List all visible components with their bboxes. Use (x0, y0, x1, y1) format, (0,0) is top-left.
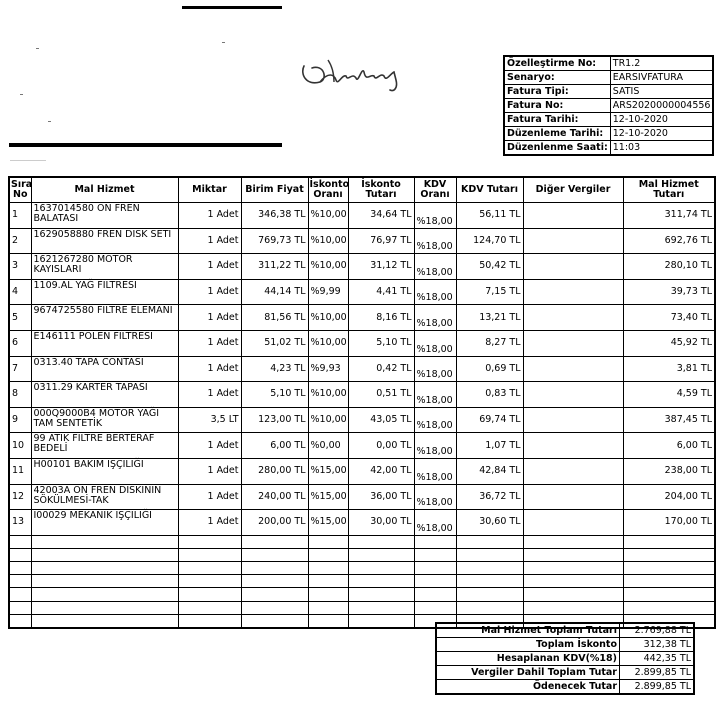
cell-kdv-amt: 56,11 TL (456, 203, 523, 229)
totals-value: 2.769,88 TL (620, 623, 695, 638)
cell-desc: 1621267280 MOTOR KAYISLARI (31, 254, 178, 280)
cell-disc-rate: %10,00 (308, 407, 348, 433)
cell-other (523, 330, 623, 356)
cell-disc-rate: %10,00 (308, 382, 348, 408)
table-row (9, 382, 715, 408)
totals-row (436, 666, 694, 680)
info-row (504, 99, 713, 113)
header-disc-rate: İskonto Oranı (308, 177, 348, 203)
cell-disc-amt: 43,05 TL (348, 407, 414, 433)
empty-cell (348, 614, 414, 628)
header-price: Birim Fiyat (241, 177, 308, 203)
cell-total: 280,10 TL (623, 254, 715, 280)
cell-other (523, 407, 623, 433)
empty-cell (348, 588, 414, 601)
empty-cell (31, 601, 178, 614)
cell-disc-amt: 36,00 TL (348, 484, 414, 510)
cell-total: 387,45 TL (623, 407, 715, 433)
table-row (9, 433, 715, 459)
empty-cell (523, 535, 623, 548)
table-row (9, 330, 715, 356)
info-row (504, 56, 713, 71)
cell-kdv-rate: %18,00 (414, 407, 456, 433)
empty-cell (178, 535, 241, 548)
cell-disc-rate: %15,00 (308, 484, 348, 510)
cell-no: 9 (9, 407, 31, 433)
cell-disc-rate: %0,00 (308, 433, 348, 459)
cell-other (523, 484, 623, 510)
cell-desc: 1629058880 FREN DISK SETI (31, 228, 178, 254)
cell-kdv-rate: %18,00 (414, 254, 456, 280)
cell-kdv-rate: %18,00 (414, 305, 456, 331)
empty-cell (456, 562, 523, 575)
cell-total: 6,00 TL (623, 433, 715, 459)
empty-cell (414, 548, 456, 561)
info-label: Fatura Tipi: (504, 85, 610, 99)
cell-desc: E146111 POLEN FİLTRESİ (31, 330, 178, 356)
empty-row (9, 588, 715, 601)
cell-disc-rate: %10,00 (308, 203, 348, 229)
empty-cell (308, 614, 348, 628)
invoice-info-box (503, 55, 714, 156)
empty-cell (348, 562, 414, 575)
cell-no: 7 (9, 356, 31, 382)
cell-disc-amt: 0,51 TL (348, 382, 414, 408)
cell-disc-amt: 0,42 TL (348, 356, 414, 382)
cell-other (523, 203, 623, 229)
cell-price: 280,00 TL (241, 458, 308, 484)
empty-cell (241, 548, 308, 561)
empty-row (9, 575, 715, 588)
totals-value: 442,35 TL (620, 652, 695, 666)
cell-no: 12 (9, 484, 31, 510)
header-qty: Miktar (178, 177, 241, 203)
cell-qty: 1 Adet (178, 458, 241, 484)
cell-disc-amt: 4,41 TL (348, 279, 414, 305)
totals-label: Hesaplanan KDV(%18) (436, 652, 620, 666)
cell-qty: 3,5 LT (178, 407, 241, 433)
info-row (504, 71, 713, 85)
cell-disc-rate: %15,00 (308, 458, 348, 484)
empty-cell (178, 548, 241, 561)
cell-kdv-rate: %18,00 (414, 382, 456, 408)
cell-other (523, 356, 623, 382)
cell-total: 238,00 TL (623, 458, 715, 484)
cell-price: 6,00 TL (241, 433, 308, 459)
empty-cell (623, 548, 715, 561)
cell-kdv-rate: %18,00 (414, 330, 456, 356)
cell-qty: 1 Adet (178, 382, 241, 408)
cell-disc-amt: 5,10 TL (348, 330, 414, 356)
cell-price: 769,73 TL (241, 228, 308, 254)
empty-cell (523, 548, 623, 561)
cell-no: 11 (9, 458, 31, 484)
totals-value: 312,38 TL (620, 638, 695, 652)
cell-total: 4,59 TL (623, 382, 715, 408)
cell-qty: 1 Adet (178, 484, 241, 510)
empty-cell (9, 601, 31, 614)
cell-kdv-rate: %18,00 (414, 279, 456, 305)
cell-kdv-rate: %18,00 (414, 228, 456, 254)
info-value: SATIS (610, 85, 713, 99)
totals-label: Mal Hizmet Toplam Tutarı (436, 623, 620, 638)
empty-cell (9, 548, 31, 561)
cell-disc-amt: 42,00 TL (348, 458, 414, 484)
empty-cell (456, 575, 523, 588)
cell-other (523, 228, 623, 254)
info-value: TR1.2 (610, 56, 713, 71)
empty-cell (414, 562, 456, 575)
header-disc-amt: İskonto Tutarı (348, 177, 414, 203)
cell-qty: 1 Adet (178, 510, 241, 536)
empty-cell (178, 588, 241, 601)
empty-cell (31, 562, 178, 575)
info-row (504, 85, 713, 99)
header-kdv-amt: KDV Tutarı (456, 177, 523, 203)
cell-disc-amt: 76,97 TL (348, 228, 414, 254)
empty-cell (456, 588, 523, 601)
cell-other (523, 433, 623, 459)
header-rule (182, 6, 282, 9)
cell-disc-rate: %15,00 (308, 510, 348, 536)
empty-cell (178, 562, 241, 575)
cell-total: 692,76 TL (623, 228, 715, 254)
cell-kdv-rate: %18,00 (414, 458, 456, 484)
cell-price: 51,02 TL (241, 330, 308, 356)
cell-total: 311,74 TL (623, 203, 715, 229)
table-row (9, 510, 715, 536)
info-value: 11:03 (610, 141, 713, 156)
empty-cell (414, 588, 456, 601)
cell-kdv-amt: 36,72 TL (456, 484, 523, 510)
empty-cell (414, 535, 456, 548)
faint-mark (222, 42, 225, 43)
cell-price: 5,10 TL (241, 382, 308, 408)
cell-other (523, 254, 623, 280)
empty-cell (348, 535, 414, 548)
cell-kdv-amt: 50,42 TL (456, 254, 523, 280)
empty-cell (308, 588, 348, 601)
cell-price: 240,00 TL (241, 484, 308, 510)
header-other: Diğer Vergiler (523, 177, 623, 203)
cell-no: 1 (9, 203, 31, 229)
cell-desc: 9674725580 FILTRE ELEMANI (31, 305, 178, 331)
table-header-row (9, 177, 715, 203)
empty-cell (241, 588, 308, 601)
cell-desc: 1637014580 ÖN FREN BALATASI (31, 203, 178, 229)
empty-cell (623, 562, 715, 575)
info-value: 12-10-2020 (610, 127, 713, 141)
empty-cell (31, 575, 178, 588)
table-row (9, 254, 715, 280)
cell-price: 123,00 TL (241, 407, 308, 433)
cell-kdv-amt: 69,74 TL (456, 407, 523, 433)
cell-kdv-amt: 8,27 TL (456, 330, 523, 356)
empty-cell (178, 601, 241, 614)
cell-qty: 1 Adet (178, 228, 241, 254)
cell-disc-amt: 30,00 TL (348, 510, 414, 536)
cell-disc-rate: %10,00 (308, 228, 348, 254)
cell-qty: 1 Adet (178, 279, 241, 305)
cell-qty: 1 Adet (178, 433, 241, 459)
cell-kdv-amt: 7,15 TL (456, 279, 523, 305)
info-label: Senaryo: (504, 71, 610, 85)
header-desc: Mal Hizmet (31, 177, 178, 203)
cell-no: 8 (9, 382, 31, 408)
cell-disc-rate: %10,00 (308, 254, 348, 280)
empty-cell (523, 575, 623, 588)
cell-other (523, 279, 623, 305)
cell-desc: H00101 BAKIM İŞÇİLİĞİ (31, 458, 178, 484)
empty-cell (456, 601, 523, 614)
totals-label: Vergiler Dahil Toplam Tutar (436, 666, 620, 680)
cell-price: 44,14 TL (241, 279, 308, 305)
cell-disc-rate: %10,00 (308, 305, 348, 331)
cell-desc: 99 ATIK FİLTRE BERTERAF BEDELİ (31, 433, 178, 459)
cell-kdv-amt: 13,21 TL (456, 305, 523, 331)
cell-qty: 1 Adet (178, 203, 241, 229)
table-row (9, 228, 715, 254)
cell-desc: 0311.29 KARTER TAPASI (31, 382, 178, 408)
header-kdv-rate: KDV Oranı (414, 177, 456, 203)
totals-box (435, 622, 695, 695)
signature-image (298, 52, 408, 94)
table-row (9, 484, 715, 510)
empty-cell (31, 548, 178, 561)
seller-block-rule (9, 143, 282, 147)
empty-cell (308, 562, 348, 575)
cell-price: 346,38 TL (241, 203, 308, 229)
table-row (9, 407, 715, 433)
cell-kdv-amt: 1,07 TL (456, 433, 523, 459)
empty-cell (623, 601, 715, 614)
empty-cell (456, 548, 523, 561)
empty-cell (31, 614, 178, 628)
cell-kdv-rate: %18,00 (414, 203, 456, 229)
cell-total: 170,00 TL (623, 510, 715, 536)
empty-cell (241, 601, 308, 614)
empty-cell (623, 535, 715, 548)
empty-cell (9, 575, 31, 588)
invoice-items-table (8, 176, 716, 629)
totals-row (436, 680, 694, 695)
cell-kdv-amt: 0,69 TL (456, 356, 523, 382)
cell-kdv-amt: 30,60 TL (456, 510, 523, 536)
cell-kdv-rate: %18,00 (414, 484, 456, 510)
info-row (504, 127, 713, 141)
cell-desc: 1109.AL YAĞ FİLTRESİ (31, 279, 178, 305)
empty-cell (348, 601, 414, 614)
empty-cell (9, 562, 31, 575)
totals-label: Ödenecek Tutar (436, 680, 620, 695)
cell-price: 200,00 TL (241, 510, 308, 536)
empty-cell (623, 588, 715, 601)
empty-cell (241, 535, 308, 548)
cell-other (523, 510, 623, 536)
cell-desc: 0313.40 TAPA CONTASI (31, 356, 178, 382)
cell-qty: 1 Adet (178, 254, 241, 280)
cell-total: 39,73 TL (623, 279, 715, 305)
cell-total: 73,40 TL (623, 305, 715, 331)
cell-disc-amt: 8,16 TL (348, 305, 414, 331)
table-row (9, 458, 715, 484)
totals-row (436, 623, 694, 638)
cell-qty: 1 Adet (178, 305, 241, 331)
empty-cell (178, 575, 241, 588)
cell-no: 13 (9, 510, 31, 536)
info-row (504, 141, 713, 156)
empty-cell (523, 588, 623, 601)
cell-qty: 1 Adet (178, 356, 241, 382)
table-row (9, 203, 715, 229)
cell-kdv-amt: 124,70 TL (456, 228, 523, 254)
cell-desc: 000Q9000B4 MOTOR YAĞI TAM SENTETİK (31, 407, 178, 433)
info-label: Fatura No: (504, 99, 610, 113)
empty-cell (9, 588, 31, 601)
empty-row (9, 535, 715, 548)
cell-other (523, 305, 623, 331)
cell-other (523, 458, 623, 484)
table-row (9, 356, 715, 382)
totals-row (436, 638, 694, 652)
info-value: ARS2020000004556 (610, 99, 713, 113)
cell-kdv-rate: %18,00 (414, 510, 456, 536)
empty-cell (308, 535, 348, 548)
cell-desc: I00029 MEKANİK İŞÇİLİĞİ (31, 510, 178, 536)
totals-value: 2.899,85 TL (620, 680, 695, 695)
empty-cell (456, 535, 523, 548)
table-row (9, 305, 715, 331)
cell-price: 4,23 TL (241, 356, 308, 382)
empty-row (9, 601, 715, 614)
cell-price: 311,22 TL (241, 254, 308, 280)
cell-disc-amt: 0,00 TL (348, 433, 414, 459)
cell-disc-amt: 34,64 TL (348, 203, 414, 229)
empty-row (9, 548, 715, 561)
header-total: Mal Hizmet Tutarı (623, 177, 715, 203)
cell-no: 4 (9, 279, 31, 305)
totals-row (436, 652, 694, 666)
cell-kdv-amt: 42,84 TL (456, 458, 523, 484)
empty-cell (308, 548, 348, 561)
empty-cell (31, 588, 178, 601)
info-label: Düzenlenme Saati: (504, 141, 610, 156)
faint-mark (10, 160, 46, 161)
empty-cell (241, 575, 308, 588)
cell-no: 10 (9, 433, 31, 459)
cell-disc-amt: 31,12 TL (348, 254, 414, 280)
empty-cell (523, 601, 623, 614)
cell-disc-rate: %10,00 (308, 330, 348, 356)
empty-cell (308, 575, 348, 588)
faint-mark (36, 48, 39, 49)
info-label: Düzenleme Tarihi: (504, 127, 610, 141)
cell-no: 6 (9, 330, 31, 356)
cell-disc-rate: %9,99 (308, 279, 348, 305)
empty-cell (348, 575, 414, 588)
info-label: Özelleştirme No: (504, 56, 610, 71)
cell-no: 5 (9, 305, 31, 331)
empty-cell (9, 614, 31, 628)
empty-cell (241, 562, 308, 575)
empty-cell (414, 601, 456, 614)
cell-total: 3,81 TL (623, 356, 715, 382)
empty-cell (178, 614, 241, 628)
totals-label: Toplam İskonto (436, 638, 620, 652)
cell-no: 3 (9, 254, 31, 280)
faint-mark (48, 121, 51, 122)
empty-cell (9, 535, 31, 548)
cell-desc: 42003A ÖN FREN DİSKİNİN SÖKÜLMESİ-TAK (31, 484, 178, 510)
totals-value: 2.899,85 TL (620, 666, 695, 680)
cell-kdv-rate: %18,00 (414, 433, 456, 459)
cell-qty: 1 Adet (178, 330, 241, 356)
empty-cell (348, 548, 414, 561)
info-value: 12-10-2020 (610, 113, 713, 127)
info-row (504, 113, 713, 127)
cell-kdv-amt: 0,83 TL (456, 382, 523, 408)
cell-price: 81,56 TL (241, 305, 308, 331)
cell-disc-rate: %9,93 (308, 356, 348, 382)
empty-cell (623, 575, 715, 588)
header-no: Sıra No (9, 177, 31, 203)
empty-cell (414, 575, 456, 588)
empty-cell (31, 535, 178, 548)
empty-cell (241, 614, 308, 628)
cell-total: 45,92 TL (623, 330, 715, 356)
info-value: EARSIVFATURA (610, 71, 713, 85)
empty-row (9, 562, 715, 575)
empty-cell (308, 601, 348, 614)
cell-kdv-rate: %18,00 (414, 356, 456, 382)
cell-total: 204,00 TL (623, 484, 715, 510)
info-label: Fatura Tarihi: (504, 113, 610, 127)
empty-cell (523, 562, 623, 575)
table-row (9, 279, 715, 305)
cell-no: 2 (9, 228, 31, 254)
faint-mark (20, 94, 23, 95)
cell-other (523, 382, 623, 408)
